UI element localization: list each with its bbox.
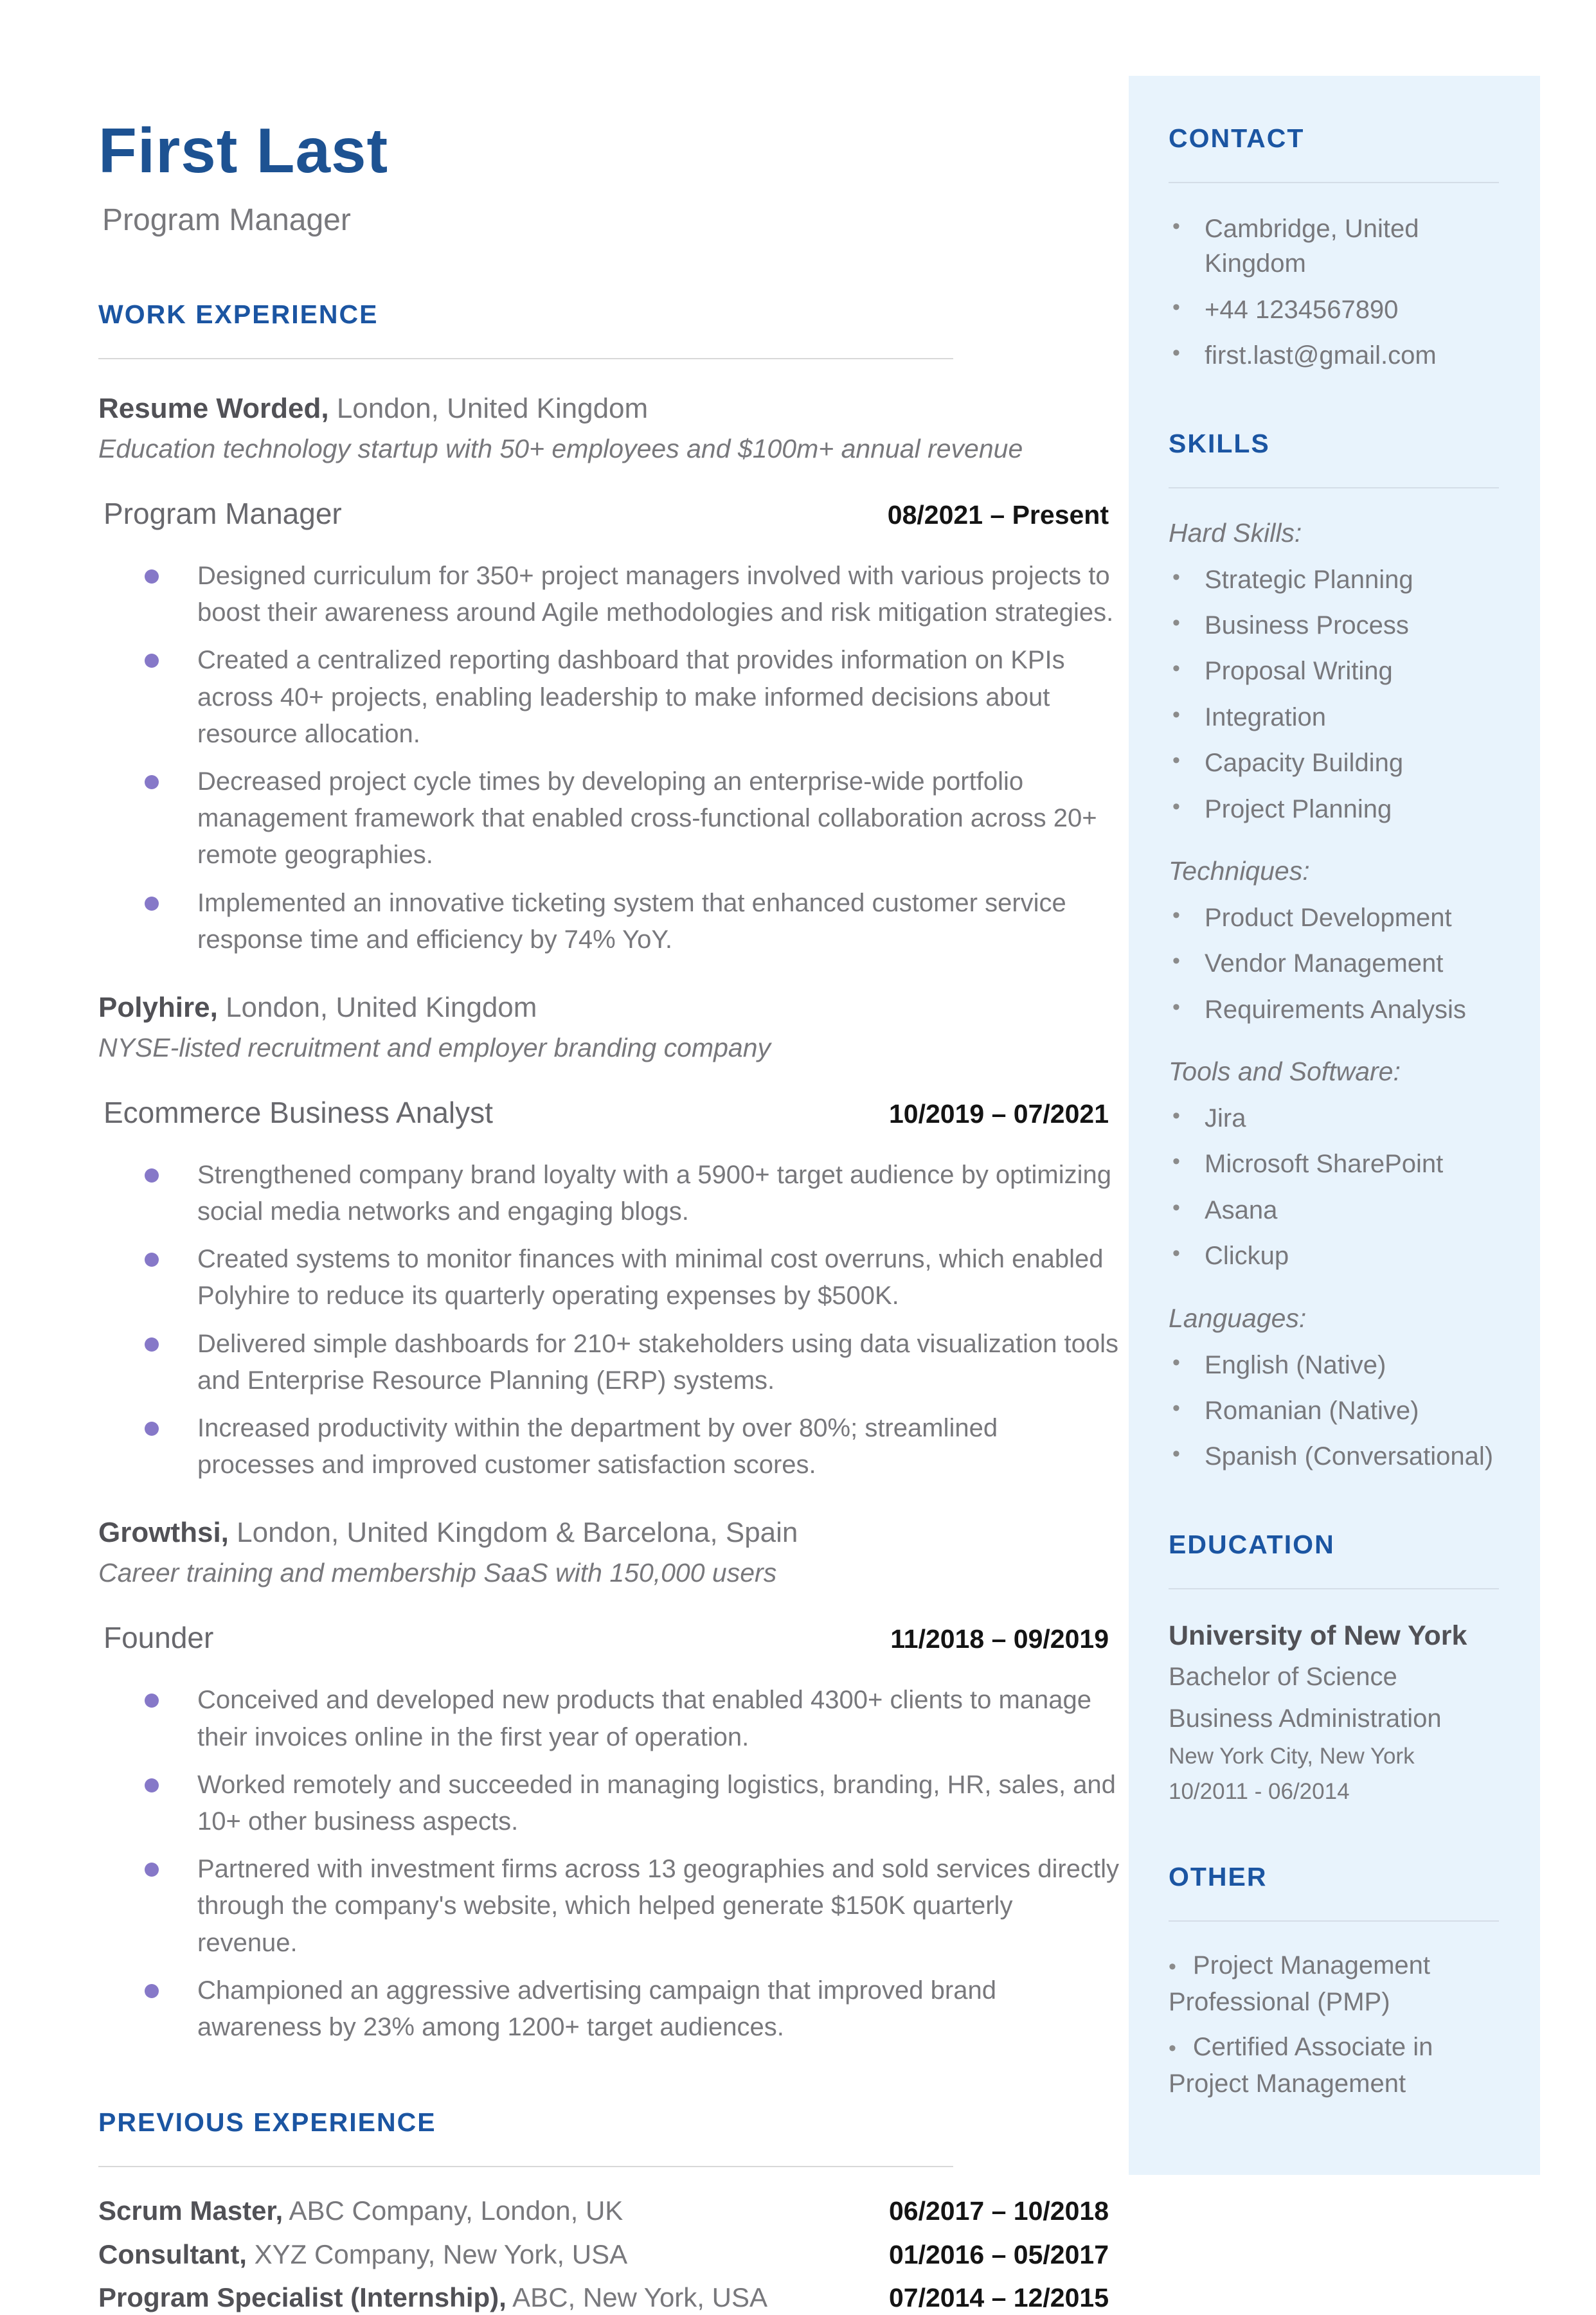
job-bullet: Created systems to monitor finances with minimal cost overruns, which enabled Polyhire to reduce its quarterly operating expenses by $500K. <box>98 1241 1119 1314</box>
job-polyhire <box>98 991 1119 1484</box>
skills-list <box>1169 900 1499 1027</box>
company-name: Polyhire, <box>98 991 218 1023</box>
company-description: Education technology startup with 50+ employees and $100m+ annual revenue <box>98 434 1023 463</box>
job-bullet: Worked remotely and succeeded in managing logistics, branding, HR, sales, and 10+ other business aspects. <box>98 1767 1119 1840</box>
job-bullet: Championed an aggressive advertising campaign that improved brand awareness by 23% among 1200+ target audiences. <box>98 1972 1119 2046</box>
skills-list <box>1169 562 1499 827</box>
skill-item: • Asana <box>1169 1193 1499 1228</box>
previous-experience-heading: PREVIOUS EXPERIENCE <box>98 2107 436 2138</box>
sidebar <box>1129 76 1540 2175</box>
skills-list <box>1169 1101 1499 1274</box>
skills-group-label: Tools and Software: <box>1169 1057 1401 1087</box>
skill-item: • Proposal Writing <box>1169 654 1499 688</box>
education-heading: EDUCATION <box>1169 1529 1335 1559</box>
previous-role-title: Consultant, <box>98 2239 247 2269</box>
job-bullet: Strengthened company brand loyalty with a 5900+ target audience by optimizing social media networks and engaging blogs. <box>98 1157 1119 1230</box>
person-name: First Last <box>98 115 389 186</box>
previous-experience-rows <box>98 2193 1109 2315</box>
skill-item: • Project Planning <box>1169 792 1499 827</box>
company-location: London, United Kingdom <box>328 393 649 424</box>
education-school: University of New York <box>1169 1620 1467 1651</box>
education-location: New York City, New York <box>1169 1743 1415 1769</box>
previous-role-dates: 01/2016 – 05/2017 <box>889 2239 1109 2269</box>
previous-role-company: ABC Company, London, UK <box>283 2195 623 2226</box>
skill-item: • Integration <box>1169 700 1499 735</box>
certification-text: Project Management Professional (PMP) <box>1169 1951 1430 2016</box>
previous-role-left <box>98 2193 623 2228</box>
job-bullet: Designed curriculum for 350+ project managers involved with various projects to boost their awareness around Agile methodologies and risk mitigation strategies. <box>98 558 1119 631</box>
job-dates: 11/2018 – 09/2019 <box>890 1624 1109 1654</box>
other-divider <box>1169 1920 1499 1922</box>
skills-group-tools <box>1169 1057 1499 1274</box>
education-field: Business Administration <box>1169 1704 1442 1733</box>
job-dates: 10/2019 – 07/2021 <box>889 1098 1109 1129</box>
skills-group-label: Hard Skills: <box>1169 517 1302 548</box>
job-bullet: Decreased project cycle times by developing an enterprise-wide portfolio management framework that enabled cross-functional collaboration across 20+ remote geographies. <box>98 764 1119 874</box>
work-experience-heading: WORK EXPERIENCE <box>98 299 379 329</box>
job-title-row <box>98 1620 1109 1655</box>
company-line <box>98 1517 1109 1549</box>
job-growthsi <box>98 1517 1119 2046</box>
skill-item: • Vendor Management <box>1169 946 1499 981</box>
contact-divider <box>1169 182 1499 183</box>
job-title: Ecommerce Business Analyst <box>103 1095 493 1129</box>
skills-group-label: Languages: <box>1169 1303 1307 1333</box>
language-item: • Romanian (Native) <box>1169 1393 1499 1428</box>
previous-role-left <box>98 2280 767 2315</box>
skill-item: • Microsoft SharePoint <box>1169 1147 1499 1181</box>
certification-item <box>1169 2029 1499 2102</box>
company-line <box>98 393 1109 425</box>
bullet-icon: • <box>1169 1954 1176 1979</box>
work-experience-section <box>98 299 1119 2046</box>
skill-item: • Capacity Building <box>1169 746 1499 780</box>
skill-item: • Product Development <box>1169 900 1499 935</box>
skills-heading: SKILLS <box>1169 428 1270 458</box>
previous-experience-section <box>98 2107 1109 2315</box>
job-resume-worded <box>98 393 1114 958</box>
contact-list <box>1169 211 1499 373</box>
job-bullet: Implemented an innovative ticketing system that enhanced customer service response time and efficiency by 74% YoY. <box>98 885 1119 958</box>
job-title-row <box>98 1095 1109 1130</box>
skills-group-techniques <box>1169 856 1499 1027</box>
job-title: Founder <box>103 1621 214 1655</box>
education-degree: Bachelor of Science <box>1169 1662 1397 1691</box>
job-bullet: Increased productivity within the department by over 80%; streamlined processes and improved customer satisfaction scores. <box>98 1410 1119 1483</box>
company-location: London, United Kingdom & Barcelona, Spain <box>228 1517 798 1549</box>
skills-divider <box>1169 487 1499 488</box>
skill-item: • Jira <box>1169 1101 1499 1136</box>
person-title: Program Manager <box>102 203 351 237</box>
company-name: Resume Worded, <box>98 393 329 424</box>
skills-section <box>1169 429 1499 1474</box>
skill-item: • Requirements Analysis <box>1169 992 1499 1027</box>
contact-item-phone: • +44 1234567890 <box>1169 292 1499 327</box>
job-title-row <box>98 496 1109 531</box>
education-section <box>1169 1530 1499 1807</box>
main-column <box>98 0 1119 2315</box>
job-bullet: Created a centralized reporting dashboard that provides information on KPIs across 40+ projects, enabling leadership to make informed decisions about resource allocation. <box>98 642 1119 753</box>
skills-list <box>1169 1348 1499 1474</box>
skills-group-hard-skills <box>1169 518 1499 827</box>
other-heading: OTHER <box>1169 1861 1268 1891</box>
job-title: Program Manager <box>103 497 342 530</box>
previous-role-dates: 07/2014 – 12/2015 <box>889 2282 1109 2312</box>
certification-item <box>1169 1947 1499 2021</box>
company-description: NYSE-listed recruitment and employer branding company <box>98 1032 771 1062</box>
previous-role-company: ABC, New York, USA <box>506 2282 767 2312</box>
contact-item-email: • first.last@gmail.com <box>1169 338 1499 373</box>
contact-section <box>1169 123 1499 373</box>
skills-group-languages <box>1169 1303 1499 1474</box>
company-name: Growthsi, <box>98 1517 229 1549</box>
job-bullet: Conceived and developed new products that enabled 4300+ clients to manage their invoices online in the first year of operation. <box>98 1682 1119 1755</box>
contact-heading: CONTACT <box>1169 123 1305 153</box>
previous-role-left <box>98 2237 627 2272</box>
language-item: • Spanish (Conversational) <box>1169 1439 1499 1474</box>
other-list <box>1169 1947 1499 2102</box>
previous-role-row <box>98 2237 1109 2272</box>
company-line <box>98 992 1109 1024</box>
job-bullet: Partnered with investment firms across 13 geographies and sold services directly through the company's website, which helped generate $150K quarterly revenue. <box>98 1851 1119 1962</box>
skills-group-label: Techniques: <box>1169 855 1310 886</box>
certification-text: Certified Associate in Project Management <box>1169 2033 1433 2098</box>
skill-item: • Strategic Planning <box>1169 562 1499 597</box>
job-bullet-list <box>98 1157 1119 1484</box>
previous-role-row <box>98 2280 1109 2315</box>
previous-role-company: XYZ Company, New York, USA <box>246 2239 628 2269</box>
previous-role-dates: 06/2017 – 10/2018 <box>889 2196 1109 2226</box>
bullet-icon: • <box>1169 2036 1176 2061</box>
skill-item: • Clickup <box>1169 1238 1499 1273</box>
section-divider <box>98 2166 953 2167</box>
previous-role-title: Program Specialist (Internship), <box>98 2282 507 2312</box>
previous-role-row <box>98 2193 1109 2228</box>
section-divider <box>98 358 953 359</box>
other-section <box>1169 1862 1499 2102</box>
company-location: London, United Kingdom <box>217 991 537 1023</box>
skill-item: • Business Process <box>1169 608 1499 643</box>
job-bullet: Delivered simple dashboards for 210+ stakeholders using data visualization tools and Enterprise Resource Planning (ERP) systems. <box>98 1326 1119 1399</box>
company-description: Career training and membership SaaS with 150,000 users <box>98 1558 777 1588</box>
education-divider <box>1169 1588 1499 1589</box>
education-dates: 10/2011 - 06/2014 <box>1169 1779 1350 1805</box>
language-item: • English (Native) <box>1169 1348 1499 1382</box>
previous-role-title: Scrum Master, <box>98 2195 283 2226</box>
contact-item-location: • Cambridge, United Kingdom <box>1169 211 1499 282</box>
job-bullet-list <box>98 558 1119 958</box>
job-dates: 08/2021 – Present <box>887 500 1109 530</box>
job-bullet-list <box>98 1682 1119 2046</box>
